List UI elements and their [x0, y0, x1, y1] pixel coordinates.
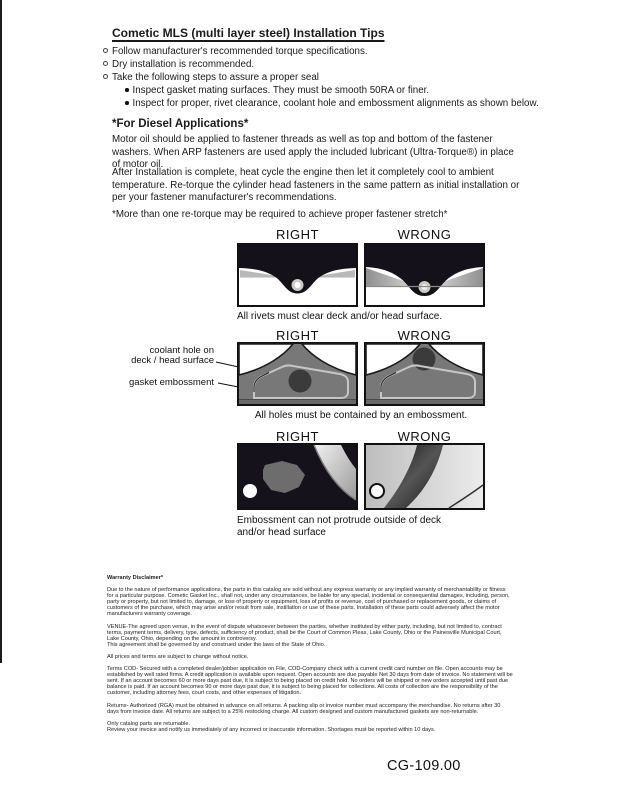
- row3-wrong-label: WRONG: [397, 429, 452, 444]
- diagram-row3-right: [237, 443, 358, 510]
- tip-bullet-2: Dry installation is recommended.: [103, 59, 254, 70]
- page-edge-line: [0, 0, 2, 663]
- tip-bullet-3: Take the following steps to assure a proper seal: [103, 72, 319, 83]
- coolant-hole-label-line1: coolant hole on: [149, 345, 214, 356]
- tip-sub-bullet-2: Inspect for proper, rivet clearance, coolant hole and embossment alignments as shown below.: [125, 98, 539, 109]
- diagram-row3-wrong: [364, 443, 485, 510]
- diagram-row2-right: [237, 342, 358, 406]
- legal-block: [107, 575, 513, 733]
- gasket-embossment-label: gasket embossment: [128, 377, 214, 388]
- row1-right-label: RIGHT: [276, 227, 319, 242]
- diagram-row2-wrong: [364, 342, 485, 406]
- row2-right-label: RIGHT: [276, 328, 319, 343]
- page-title: Cometic MLS (multi layer steel) Installation Tips: [112, 26, 385, 40]
- page-number: CG-109.00: [387, 758, 461, 774]
- diesel-paragraph-1: Motor oil should be applied to fastener threads as well as top and bottom of the fastener washers. When ARP fasteners are used apply the included lubricant (Ultra-Torque®) in place of motor oil.: [112, 134, 514, 171]
- legal-paragraph-review-invoice: Review your invoice and notify us immediately of any incorrect or inaccurate information. Shortages must be reported within 10 days.: [107, 726, 436, 733]
- row3-right-label: RIGHT: [276, 429, 319, 444]
- row3-caption-line1: Embossment can not protrude outside of deck: [237, 515, 442, 526]
- tip-sub-bullet-1: Inspect gasket mating surfaces. They must be smooth 50RA or finer.: [125, 85, 429, 96]
- diesel-paragraph-2: After Installation is complete, heat cycle the engine then let it completely cool to ambient temperature. Re-torque the cylinder head fasteners in the same pattern as initial installation or per your fastener manufacturer's recommendations.: [112, 167, 520, 204]
- row1-wrong-label: WRONG: [397, 227, 452, 242]
- diagram-row1-wrong: [364, 243, 485, 307]
- legal-paragraph-governing-law: This agreement shall be governed by and construed under the laws of the State of Ohio.: [107, 641, 326, 648]
- rivet-icon: [291, 278, 305, 292]
- row2-wrong-label: WRONG: [397, 328, 452, 343]
- tip-bullet-1: Follow manufacturer's recommended torque specifications.: [103, 46, 368, 57]
- retorque-note: *More than one re-torque may be required to achieve proper fastener stretch*: [112, 209, 448, 220]
- bolt-hole: [370, 484, 384, 498]
- coolant-hole: [289, 370, 312, 393]
- diesel-section-heading: *For Diesel Applications*: [112, 118, 249, 130]
- legal-paragraph-prices: All prices and terms are subject to change without notice.: [107, 653, 249, 660]
- row1-caption: All rivets must clear deck and/or head surface.: [237, 311, 443, 322]
- legal-paragraph-warranty: Due to the nature of performance applications, the parts in this catalog are sold without any express warranty or any implied warranty of merchantability or fitness for a particular purpose. Cometic Gasket Inc., shall not, under any circumstances, be liable for any special, incidental or consequential damages, including, person, party or property, but not limited to, damage, or loss of property or equipment, loss of profits or revenue, cost of purchased or replacement goods, or claims of customers of the purchase, which may arise and/or result from sale, instillation or use of these parts. Installation of these parts could adversely affect the motor manufacturers warranty coverage.: [107, 587, 510, 618]
- legal-paragraph-venue: VENUE-The agreed upon venue, in the event of dispute whatsoever between the parties, whether instituted by either party, including, but not limited to, contract terms, payment terms, delivery, type, defects, sufficiency of product, shall be the Court of Common Pleas, Lake County, Ohio or the Painesville Municipal Court, Lake County, Ohio, depending on the amount in controversy.: [107, 623, 502, 642]
- legal-paragraph-returnable: Only catalog parts are returnable.: [107, 720, 191, 727]
- row2-caption: All holes must be contained by an embossment.: [254, 410, 468, 421]
- legal-paragraph-returns: Returns- Authorized (RGA) must be obtained in advance on all returns. A packing slip or invoice number must accompany the merchandise. No returns after 30 days from invoice date. All returns are subject to a 25% restocking charge. All custom designed and custom manufactured gaskets are non-returnable.: [107, 702, 501, 715]
- bolt-hole: [243, 484, 257, 498]
- diagram-row1-right: [237, 243, 358, 307]
- warranty-disclaimer-heading: Warranty Disclaimer*: [107, 575, 164, 581]
- legal-paragraph-terms-cod: Terms COD- Secured with a completed dealer/jobber application on File, COD-Company check with a current credit card number on file. Open accounts may be established by well rated firms. A credit application is available upon request. Open accounts are due payable Net 30 days from date of invoice. No statement will be sent. If an account becomes 60 or more days past due, it is subject to being placed on credit hold. No orders will be shipped or new orders accepted until past due balance is paid. If an account becomes 90 or more days past due, it is subject to being placed for collections. All costs of collection are the responsibility of the customer, including attorney fees, court costs, and other expenses of litigation.: [107, 666, 513, 697]
- coolant-hole-label-line2: deck / head surface: [131, 355, 214, 366]
- row3-caption-line2: and/or head surface: [237, 527, 326, 538]
